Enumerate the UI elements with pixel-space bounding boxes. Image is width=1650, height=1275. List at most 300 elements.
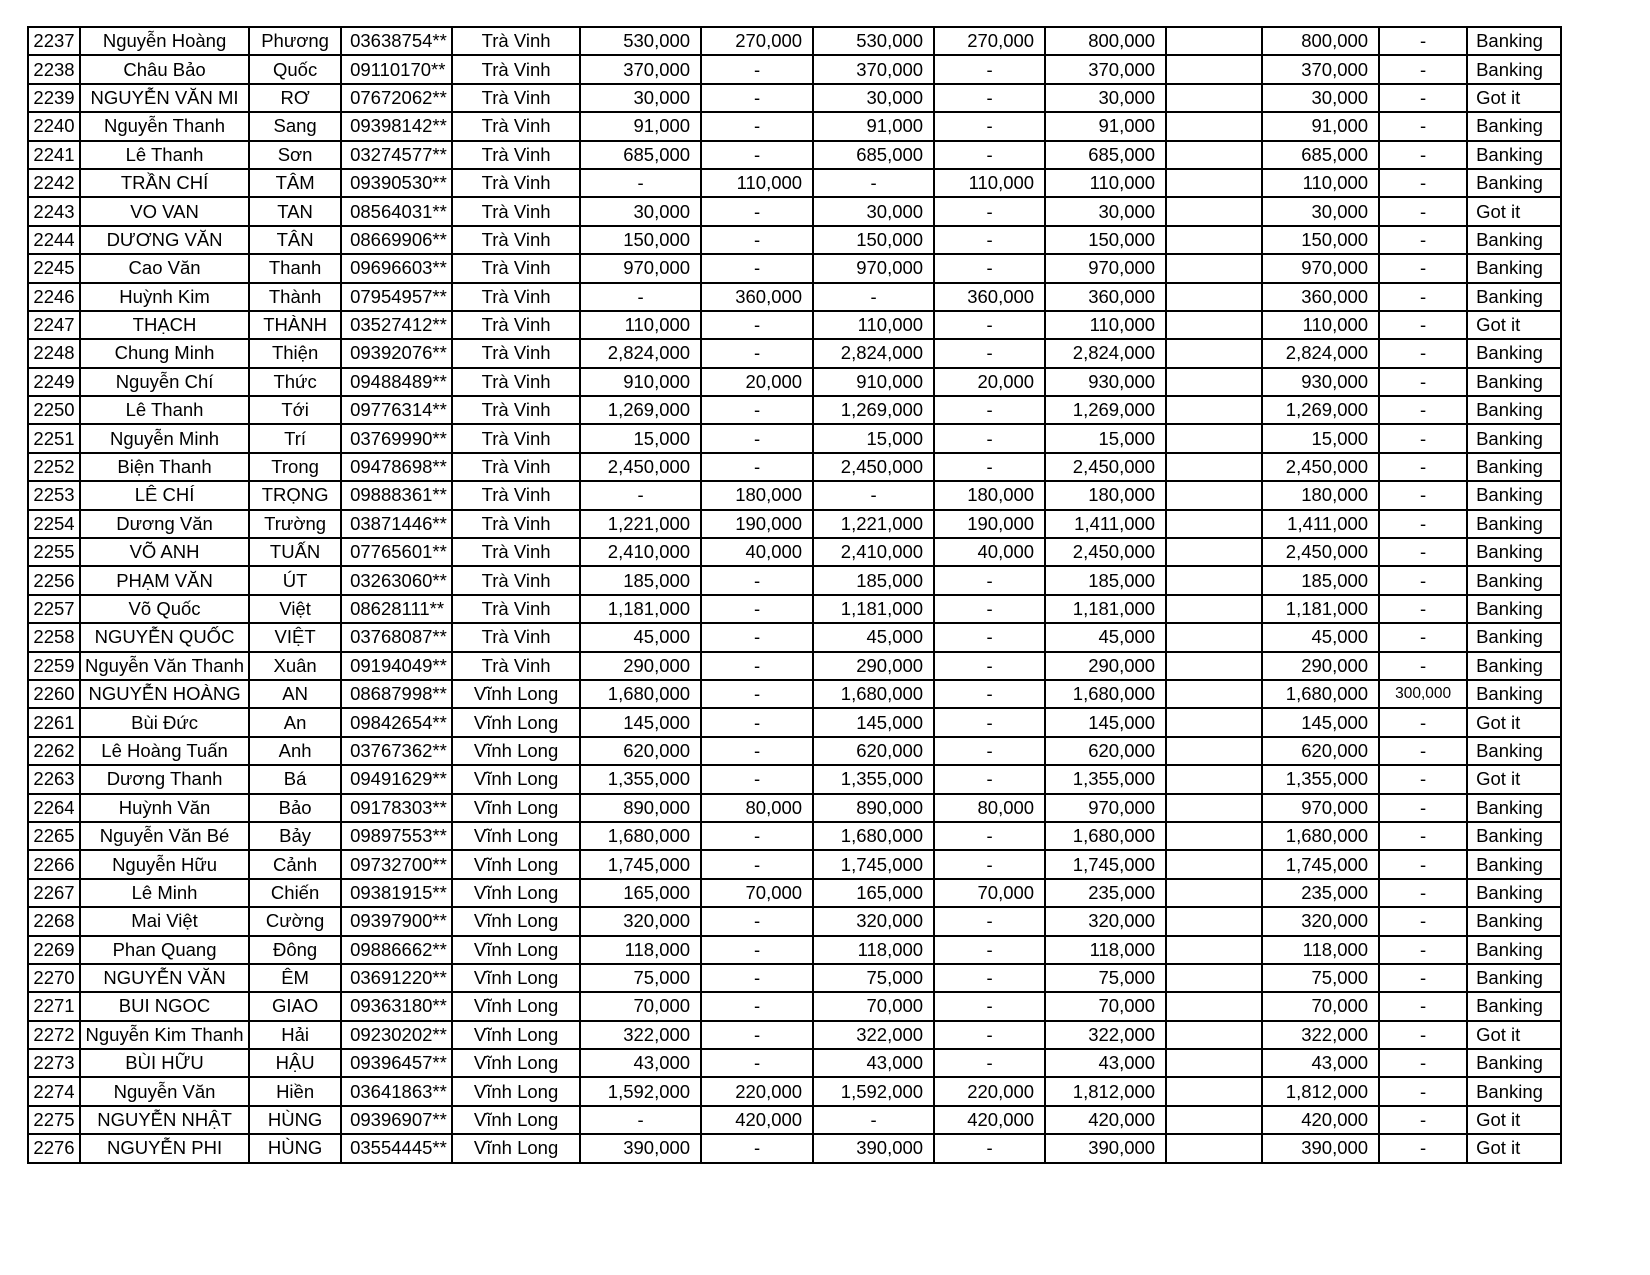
cell-amount-1: - — [580, 1106, 701, 1134]
cell-blank — [1166, 850, 1262, 878]
cell-surname: Châu Bảo — [80, 55, 249, 83]
cell-amount-2: 40,000 — [701, 538, 813, 566]
cell-total: 2,450,000 — [1045, 538, 1166, 566]
cell-amount-4: - — [934, 623, 1045, 651]
cell-amount-1: 2,410,000 — [580, 538, 701, 566]
cell-given-name: Thức — [249, 368, 341, 396]
cell-blank — [1166, 254, 1262, 282]
cell-total: 290,000 — [1045, 652, 1166, 680]
cell-row-number: 2238 — [28, 55, 80, 83]
cell-amount-2: - — [701, 453, 813, 481]
cell-amount-3: - — [813, 1106, 934, 1134]
cell-amount-4: - — [934, 708, 1045, 736]
cell-total-2: 150,000 — [1262, 226, 1379, 254]
cell-phone: 09363180** — [341, 992, 452, 1020]
cell-province: Vĩnh Long — [452, 1134, 580, 1162]
cell-amount-3: 30,000 — [813, 84, 934, 112]
cell-amount-3: 145,000 — [813, 708, 934, 736]
cell-province: Trà Vinh — [452, 566, 580, 594]
cell-blank — [1166, 794, 1262, 822]
cell-amount-4: 360,000 — [934, 283, 1045, 311]
cell-province: Trà Vinh — [452, 368, 580, 396]
cell-province: Trà Vinh — [452, 538, 580, 566]
cell-given-name: Bảy — [249, 822, 341, 850]
cell-amount-3: 1,592,000 — [813, 1077, 934, 1105]
cell-amount-1: - — [580, 481, 701, 509]
cell-row-number: 2249 — [28, 368, 80, 396]
cell-total: 370,000 — [1045, 55, 1166, 83]
cell-phone: 03274577** — [341, 141, 452, 169]
cell-amount-4: - — [934, 992, 1045, 1020]
cell-given-name: Cường — [249, 907, 341, 935]
cell-province: Trà Vinh — [452, 652, 580, 680]
cell-surname: Nguyễn Kim Thanh — [80, 1021, 249, 1049]
table-row — [28, 112, 1561, 140]
cell-row-number: 2259 — [28, 652, 80, 680]
cell-surname: NGUYỄN VĂN — [80, 964, 249, 992]
cell-amount-4: - — [934, 141, 1045, 169]
cell-phone: 08628111** — [341, 595, 452, 623]
table-row — [28, 55, 1561, 83]
cell-amount-3: 620,000 — [813, 737, 934, 765]
table-row — [28, 368, 1561, 396]
cell-amount-2: - — [701, 396, 813, 424]
cell-amount-1: 118,000 — [580, 936, 701, 964]
cell-province: Trà Vinh — [452, 623, 580, 651]
cell-extra: - — [1379, 538, 1467, 566]
cell-total: 235,000 — [1045, 879, 1166, 907]
cell-province: Vĩnh Long — [452, 680, 580, 708]
table-row — [28, 1077, 1561, 1105]
cell-extra: - — [1379, 226, 1467, 254]
table-row — [28, 538, 1561, 566]
cell-total: 30,000 — [1045, 197, 1166, 225]
cell-total: 1,680,000 — [1045, 822, 1166, 850]
table-row — [28, 822, 1561, 850]
cell-amount-1: 970,000 — [580, 254, 701, 282]
cell-total-2: 290,000 — [1262, 652, 1379, 680]
cell-method: Got it — [1467, 708, 1561, 736]
cell-surname: Nguyễn Thanh — [80, 112, 249, 140]
cell-amount-2: - — [701, 141, 813, 169]
cell-amount-1: 890,000 — [580, 794, 701, 822]
cell-given-name: TAN — [249, 197, 341, 225]
cell-amount-1: 30,000 — [580, 197, 701, 225]
table-row — [28, 283, 1561, 311]
cell-method: Banking — [1467, 424, 1561, 452]
cell-method: Banking — [1467, 680, 1561, 708]
cell-method: Banking — [1467, 396, 1561, 424]
cell-amount-1: 620,000 — [580, 737, 701, 765]
cell-row-number: 2247 — [28, 311, 80, 339]
cell-amount-2: 270,000 — [701, 27, 813, 55]
cell-phone: 09776314** — [341, 396, 452, 424]
cell-amount-2: 110,000 — [701, 169, 813, 197]
cell-blank — [1166, 822, 1262, 850]
cell-amount-4: - — [934, 453, 1045, 481]
cell-extra: - — [1379, 708, 1467, 736]
table-row — [28, 1049, 1561, 1077]
table-row — [28, 623, 1561, 651]
cell-amount-2: - — [701, 992, 813, 1020]
cell-province: Trà Vinh — [452, 595, 580, 623]
cell-surname: BÙI HỮU — [80, 1049, 249, 1077]
cell-phone: 09491629** — [341, 765, 452, 793]
cell-amount-1: 290,000 — [580, 652, 701, 680]
cell-extra: - — [1379, 936, 1467, 964]
cell-amount-4: - — [934, 1134, 1045, 1162]
cell-total-2: 1,269,000 — [1262, 396, 1379, 424]
cell-given-name: TÂM — [249, 169, 341, 197]
cell-row-number: 2258 — [28, 623, 80, 651]
cell-total-2: 322,000 — [1262, 1021, 1379, 1049]
cell-amount-1: - — [580, 283, 701, 311]
cell-given-name: Cảnh — [249, 850, 341, 878]
cell-given-name: Phương — [249, 27, 341, 55]
cell-amount-1: 1,745,000 — [580, 850, 701, 878]
cell-extra: - — [1379, 992, 1467, 1020]
cell-province: Trà Vinh — [452, 84, 580, 112]
cell-given-name: ÚT — [249, 566, 341, 594]
cell-blank — [1166, 652, 1262, 680]
cell-blank — [1166, 879, 1262, 907]
cell-phone: 09178303** — [341, 794, 452, 822]
cell-amount-4: - — [934, 254, 1045, 282]
cell-amount-4: - — [934, 964, 1045, 992]
cell-province: Vĩnh Long — [452, 992, 580, 1020]
cell-surname: NGUYỄN VĂN MI — [80, 84, 249, 112]
cell-total-2: 235,000 — [1262, 879, 1379, 907]
cell-amount-2: - — [701, 737, 813, 765]
cell-amount-2: - — [701, 1049, 813, 1077]
cell-given-name: HÙNG — [249, 1106, 341, 1134]
cell-amount-3: 110,000 — [813, 311, 934, 339]
cell-row-number: 2273 — [28, 1049, 80, 1077]
cell-total: 110,000 — [1045, 311, 1166, 339]
cell-method: Banking — [1467, 652, 1561, 680]
cell-total-2: 2,824,000 — [1262, 339, 1379, 367]
cell-blank — [1166, 396, 1262, 424]
cell-row-number: 2261 — [28, 708, 80, 736]
cell-amount-4: - — [934, 339, 1045, 367]
table-row — [28, 169, 1561, 197]
cell-amount-2: - — [701, 765, 813, 793]
cell-row-number: 2256 — [28, 566, 80, 594]
cell-amount-1: 110,000 — [580, 311, 701, 339]
cell-amount-3: 1,680,000 — [813, 680, 934, 708]
cell-extra: - — [1379, 566, 1467, 594]
cell-total-2: 390,000 — [1262, 1134, 1379, 1162]
cell-given-name: Sơn — [249, 141, 341, 169]
cell-given-name: HẬU — [249, 1049, 341, 1077]
cell-surname: Lê Minh — [80, 879, 249, 907]
cell-phone: 03691220** — [341, 964, 452, 992]
cell-given-name: Trong — [249, 453, 341, 481]
cell-extra: - — [1379, 737, 1467, 765]
cell-surname: NGUYỄN PHI — [80, 1134, 249, 1162]
cell-total-2: 685,000 — [1262, 141, 1379, 169]
cell-amount-4: - — [934, 822, 1045, 850]
cell-amount-2: - — [701, 112, 813, 140]
cell-amount-4: - — [934, 850, 1045, 878]
cell-province: Trà Vinh — [452, 254, 580, 282]
cell-amount-3: 1,680,000 — [813, 822, 934, 850]
cell-total-2: 370,000 — [1262, 55, 1379, 83]
cell-row-number: 2245 — [28, 254, 80, 282]
cell-row-number: 2269 — [28, 936, 80, 964]
cell-method: Banking — [1467, 254, 1561, 282]
cell-total-2: 970,000 — [1262, 254, 1379, 282]
table-row — [28, 1106, 1561, 1134]
cell-given-name: Đông — [249, 936, 341, 964]
cell-method: Got it — [1467, 1021, 1561, 1049]
cell-total: 150,000 — [1045, 226, 1166, 254]
cell-blank — [1166, 623, 1262, 651]
cell-phone: 08669906** — [341, 226, 452, 254]
cell-total: 2,824,000 — [1045, 339, 1166, 367]
cell-method: Banking — [1467, 737, 1561, 765]
cell-total: 320,000 — [1045, 907, 1166, 935]
cell-amount-2: - — [701, 254, 813, 282]
cell-amount-4: - — [934, 1021, 1045, 1049]
cell-province: Vĩnh Long — [452, 1106, 580, 1134]
cell-surname: THẠCH — [80, 311, 249, 339]
cell-total: 180,000 — [1045, 481, 1166, 509]
table-row — [28, 652, 1561, 680]
cell-total-2: 110,000 — [1262, 311, 1379, 339]
cell-phone: 03263060** — [341, 566, 452, 594]
cell-extra: - — [1379, 453, 1467, 481]
cell-amount-3: 75,000 — [813, 964, 934, 992]
cell-method: Got it — [1467, 197, 1561, 225]
cell-amount-4: - — [934, 396, 1045, 424]
cell-total-2: 360,000 — [1262, 283, 1379, 311]
cell-amount-4: 20,000 — [934, 368, 1045, 396]
cell-amount-4: - — [934, 112, 1045, 140]
cell-surname: Bùi Đức — [80, 708, 249, 736]
cell-amount-4: - — [934, 907, 1045, 935]
table-row — [28, 765, 1561, 793]
cell-province: Vĩnh Long — [452, 794, 580, 822]
cell-total: 685,000 — [1045, 141, 1166, 169]
cell-amount-3: 15,000 — [813, 424, 934, 452]
cell-total: 45,000 — [1045, 623, 1166, 651]
cell-amount-1: 2,824,000 — [580, 339, 701, 367]
cell-row-number: 2237 — [28, 27, 80, 55]
cell-given-name: Thanh — [249, 254, 341, 282]
cell-row-number: 2255 — [28, 538, 80, 566]
cell-amount-3: 70,000 — [813, 992, 934, 1020]
spreadsheet-page — [27, 26, 1562, 1164]
cell-surname: VÕ ANH — [80, 538, 249, 566]
cell-row-number: 2272 — [28, 1021, 80, 1049]
cell-amount-4: - — [934, 936, 1045, 964]
cell-extra: 300,000 — [1379, 680, 1467, 708]
cell-method: Banking — [1467, 510, 1561, 538]
cell-amount-3: 370,000 — [813, 55, 934, 83]
cell-extra: - — [1379, 339, 1467, 367]
cell-method: Banking — [1467, 1077, 1561, 1105]
cell-extra: - — [1379, 169, 1467, 197]
cell-total-2: 620,000 — [1262, 737, 1379, 765]
cell-amount-2: 70,000 — [701, 879, 813, 907]
cell-total-2: 800,000 — [1262, 27, 1379, 55]
cell-blank — [1166, 55, 1262, 83]
cell-phone: 08687998** — [341, 680, 452, 708]
cell-blank — [1166, 708, 1262, 736]
cell-amount-2: - — [701, 623, 813, 651]
cell-extra: - — [1379, 283, 1467, 311]
cell-province: Vĩnh Long — [452, 1077, 580, 1105]
cell-total: 75,000 — [1045, 964, 1166, 992]
cell-total: 91,000 — [1045, 112, 1166, 140]
cell-amount-2: - — [701, 850, 813, 878]
cell-given-name: VIỆT — [249, 623, 341, 651]
table-row — [28, 1021, 1561, 1049]
cell-amount-1: 145,000 — [580, 708, 701, 736]
cell-method: Banking — [1467, 112, 1561, 140]
cell-row-number: 2246 — [28, 283, 80, 311]
cell-total-2: 320,000 — [1262, 907, 1379, 935]
cell-extra: - — [1379, 396, 1467, 424]
cell-given-name: Thiện — [249, 339, 341, 367]
table-row — [28, 794, 1561, 822]
cell-surname: Lê Thanh — [80, 141, 249, 169]
cell-total: 1,411,000 — [1045, 510, 1166, 538]
cell-amount-3: 2,450,000 — [813, 453, 934, 481]
cell-surname: Dương Văn — [80, 510, 249, 538]
cell-phone: 07765601** — [341, 538, 452, 566]
cell-method: Got it — [1467, 311, 1561, 339]
cell-amount-1: 91,000 — [580, 112, 701, 140]
cell-amount-2: 220,000 — [701, 1077, 813, 1105]
cell-extra: - — [1379, 765, 1467, 793]
cell-extra: - — [1379, 481, 1467, 509]
cell-amount-1: 320,000 — [580, 907, 701, 935]
cell-total-2: 1,411,000 — [1262, 510, 1379, 538]
cell-amount-2: - — [701, 197, 813, 225]
cell-row-number: 2239 — [28, 84, 80, 112]
table-row — [28, 226, 1561, 254]
cell-phone: 09392076** — [341, 339, 452, 367]
cell-province: Trà Vinh — [452, 112, 580, 140]
cell-phone: 09397900** — [341, 907, 452, 935]
cell-amount-4: - — [934, 424, 1045, 452]
cell-blank — [1166, 27, 1262, 55]
table-row — [28, 566, 1561, 594]
cell-amount-2: - — [701, 311, 813, 339]
cell-blank — [1166, 368, 1262, 396]
cell-row-number: 2252 — [28, 453, 80, 481]
cell-amount-4: - — [934, 595, 1045, 623]
cell-total: 360,000 — [1045, 283, 1166, 311]
cell-province: Vĩnh Long — [452, 1049, 580, 1077]
cell-total-2: 930,000 — [1262, 368, 1379, 396]
cell-surname: NGUYỄN QUỐC — [80, 623, 249, 651]
cell-amount-1: 165,000 — [580, 879, 701, 907]
cell-row-number: 2266 — [28, 850, 80, 878]
cell-total: 620,000 — [1045, 737, 1166, 765]
cell-row-number: 2267 — [28, 879, 80, 907]
cell-blank — [1166, 453, 1262, 481]
cell-amount-2: - — [701, 822, 813, 850]
cell-amount-1: 150,000 — [580, 226, 701, 254]
table-row — [28, 595, 1561, 623]
table-row — [28, 907, 1561, 935]
cell-row-number: 2250 — [28, 396, 80, 424]
cell-province: Vĩnh Long — [452, 850, 580, 878]
cell-blank — [1166, 737, 1262, 765]
cell-province: Trà Vinh — [452, 510, 580, 538]
cell-surname: Nguyễn Minh — [80, 424, 249, 452]
cell-total: 970,000 — [1045, 254, 1166, 282]
cell-phone: 03769990** — [341, 424, 452, 452]
cell-province: Trà Vinh — [452, 283, 580, 311]
cell-given-name: Sang — [249, 112, 341, 140]
cell-method: Banking — [1467, 794, 1561, 822]
cell-total-2: 30,000 — [1262, 197, 1379, 225]
cell-method: Got it — [1467, 1134, 1561, 1162]
cell-method: Got it — [1467, 765, 1561, 793]
cell-extra: - — [1379, 907, 1467, 935]
cell-amount-1: 15,000 — [580, 424, 701, 452]
cell-blank — [1166, 169, 1262, 197]
cell-method: Banking — [1467, 907, 1561, 935]
cell-extra: - — [1379, 368, 1467, 396]
cell-extra: - — [1379, 623, 1467, 651]
cell-total: 1,181,000 — [1045, 595, 1166, 623]
cell-row-number: 2241 — [28, 141, 80, 169]
cell-total-2: 1,745,000 — [1262, 850, 1379, 878]
table-row — [28, 510, 1561, 538]
cell-method: Banking — [1467, 566, 1561, 594]
cell-amount-4: 220,000 — [934, 1077, 1045, 1105]
cell-method: Banking — [1467, 992, 1561, 1020]
cell-province: Trà Vinh — [452, 481, 580, 509]
cell-amount-3: 1,355,000 — [813, 765, 934, 793]
cell-blank — [1166, 964, 1262, 992]
table-row — [28, 424, 1561, 452]
cell-total-2: 185,000 — [1262, 566, 1379, 594]
cell-method: Banking — [1467, 964, 1561, 992]
cell-extra: - — [1379, 822, 1467, 850]
cell-province: Trà Vinh — [452, 339, 580, 367]
cell-amount-3: 530,000 — [813, 27, 934, 55]
cell-method: Banking — [1467, 453, 1561, 481]
cell-total: 970,000 — [1045, 794, 1166, 822]
cell-amount-3: 322,000 — [813, 1021, 934, 1049]
cell-amount-3: 390,000 — [813, 1134, 934, 1162]
cell-surname: Huỳnh Văn — [80, 794, 249, 822]
cell-row-number: 2243 — [28, 197, 80, 225]
cell-amount-2: - — [701, 595, 813, 623]
table-row — [28, 197, 1561, 225]
cell-row-number: 2242 — [28, 169, 80, 197]
cell-amount-2: - — [701, 226, 813, 254]
cell-total: 390,000 — [1045, 1134, 1166, 1162]
cell-phone: 03527412** — [341, 311, 452, 339]
cell-method: Banking — [1467, 879, 1561, 907]
cell-amount-2: - — [701, 424, 813, 452]
cell-total: 43,000 — [1045, 1049, 1166, 1077]
cell-surname: Nguyễn Hoàng — [80, 27, 249, 55]
cell-amount-2: - — [701, 936, 813, 964]
cell-blank — [1166, 936, 1262, 964]
cell-amount-2: - — [701, 964, 813, 992]
cell-amount-2: - — [701, 1134, 813, 1162]
cell-blank — [1166, 538, 1262, 566]
cell-amount-4: - — [934, 652, 1045, 680]
